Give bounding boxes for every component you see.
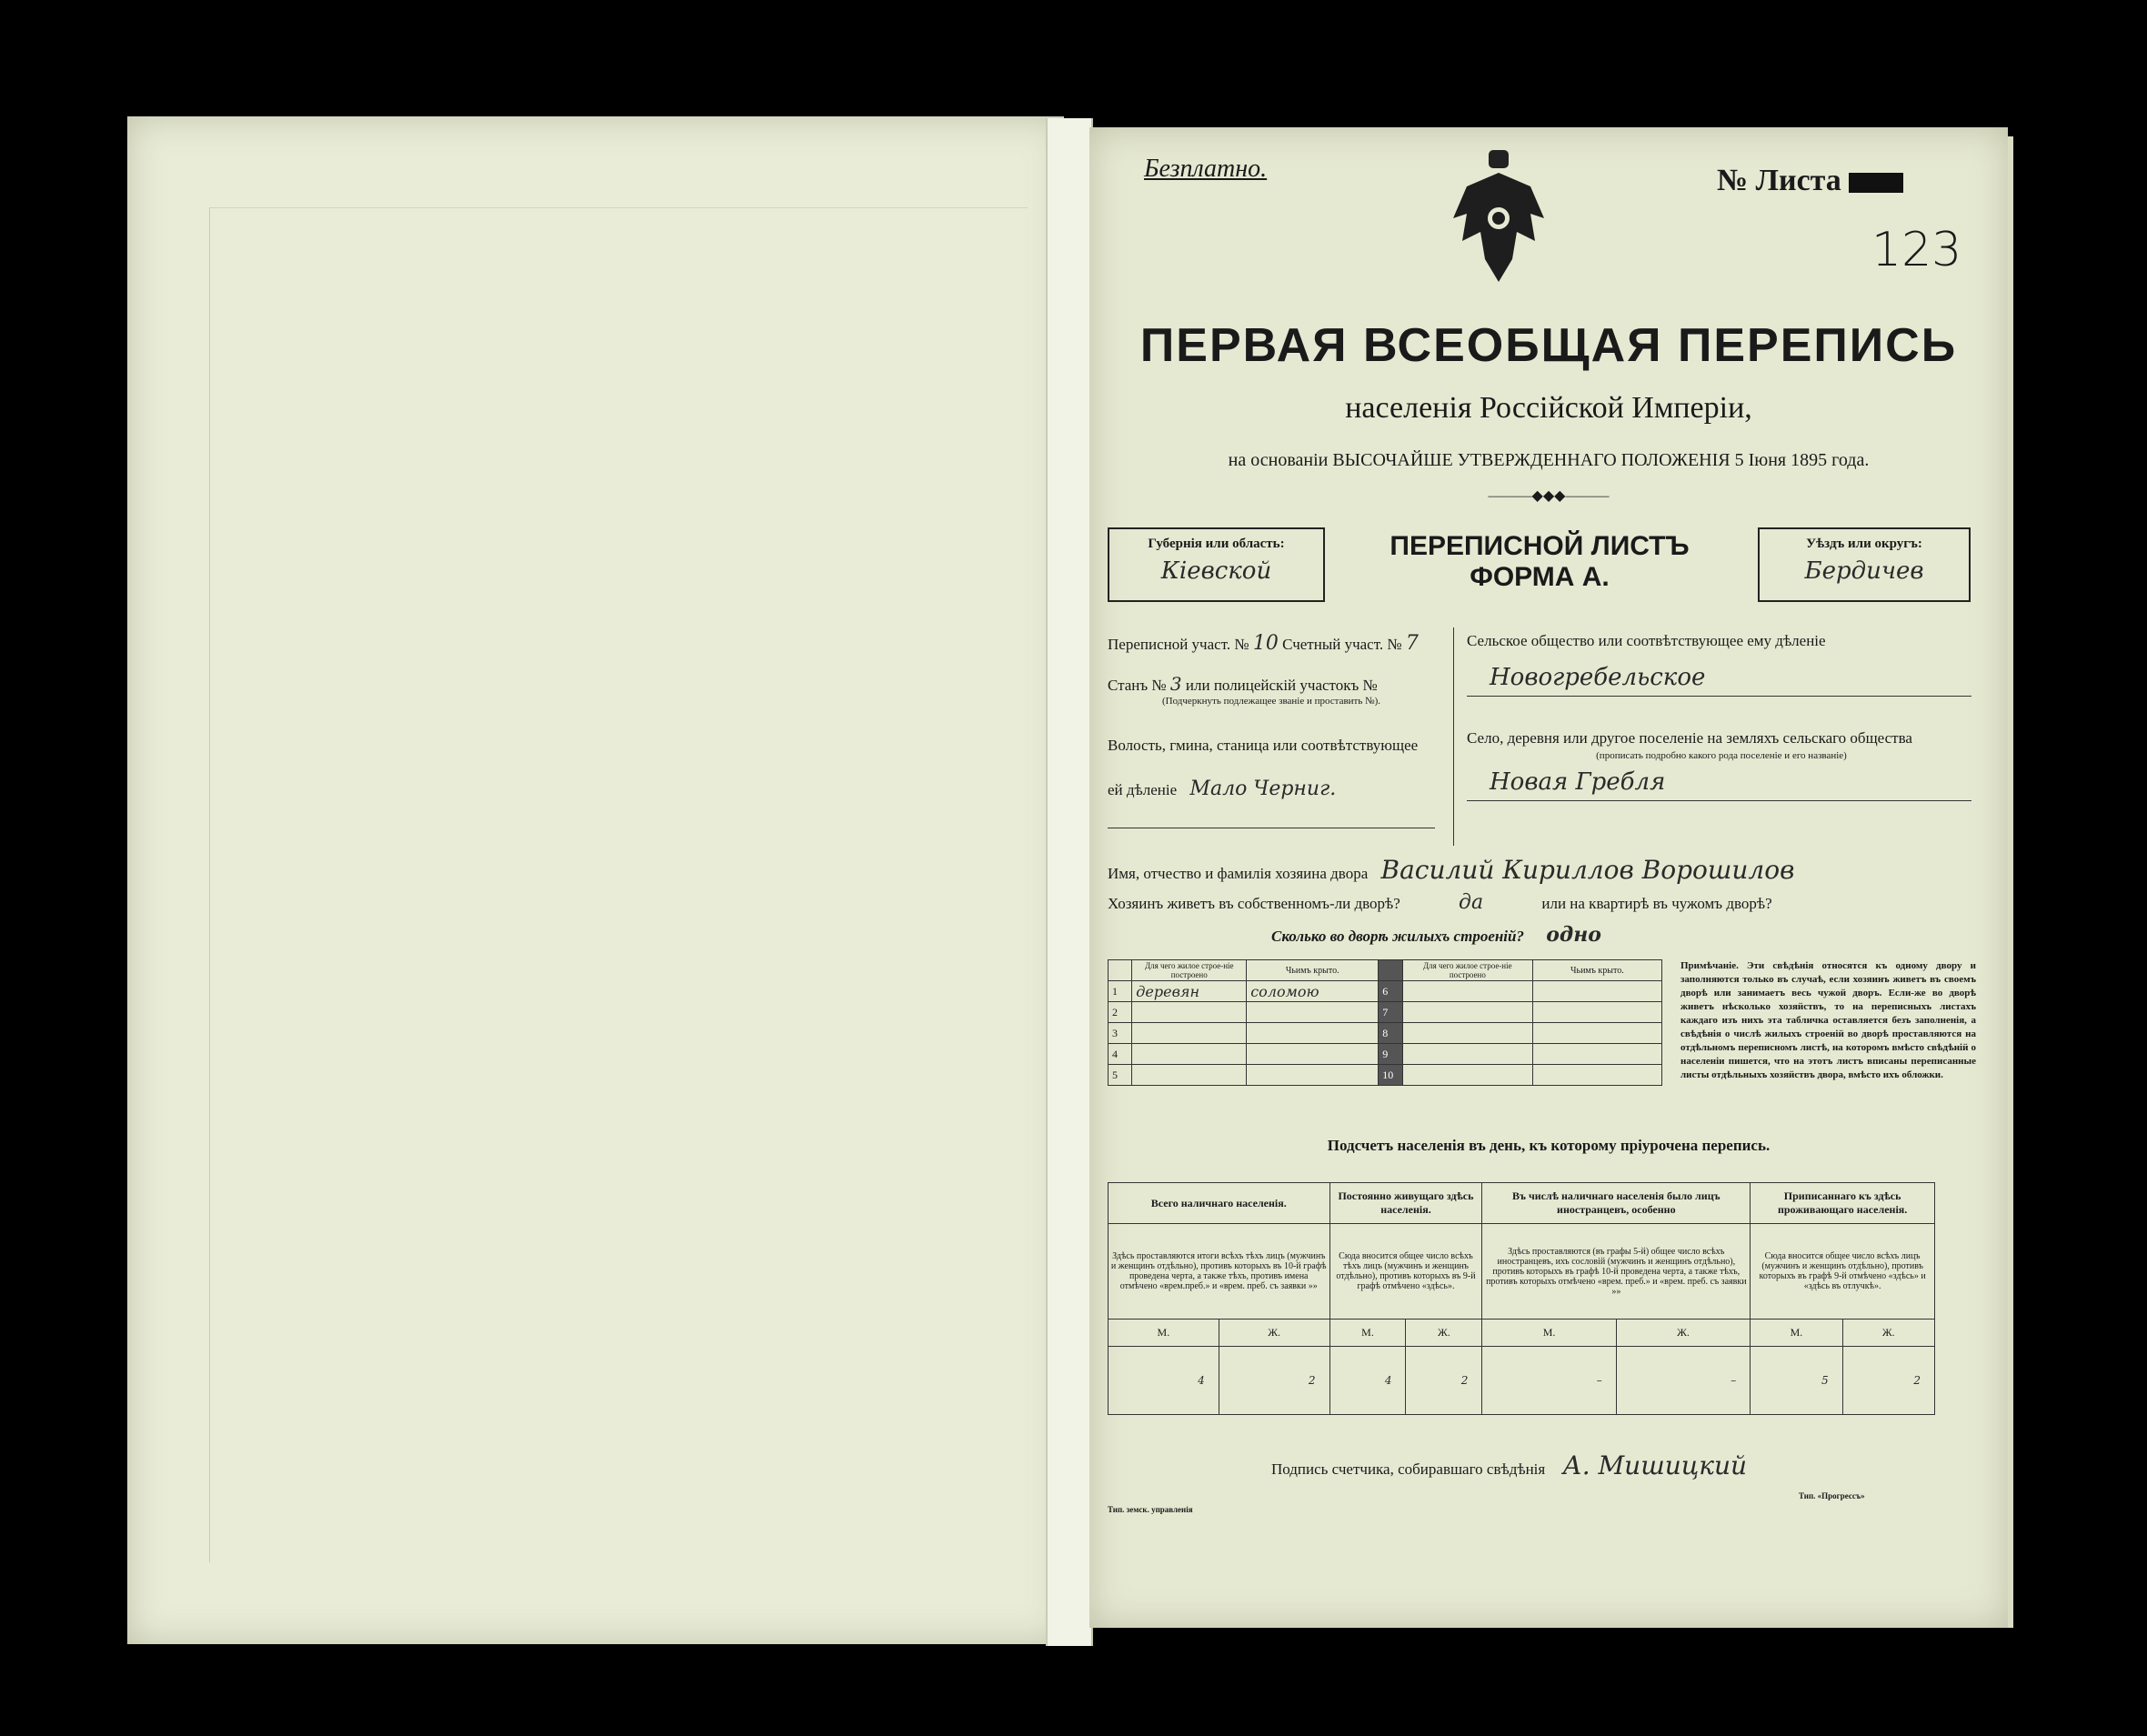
- group-3-male: –: [1482, 1347, 1616, 1415]
- group-2-female: 2: [1406, 1347, 1482, 1415]
- table-row: 4 9: [1109, 1044, 1662, 1065]
- uchastok-label: Переписной участ. №: [1108, 636, 1249, 653]
- m-label: М.: [1329, 1320, 1406, 1347]
- buildings-value: одно: [1546, 923, 1601, 947]
- signature-value: А. Мишицкий: [1562, 1450, 1748, 1480]
- group-3-desc: Здѣсь проставляются (въ графы 5-й) общее число всѣхъ иностранцевъ, ихъ сословій (мужчинъ и женщинъ отдѣльно), противъ которыхъ въ графѣ 10-й проведена черта, а также тѣхъ, противъ которыхъ отмѣчено «врем. преб.» и «врем. преб. съ заявки »»: [1482, 1224, 1751, 1320]
- obshchestvo-label: Сельское общество или соотвѣтствующее ему дѣленіе: [1467, 632, 1826, 649]
- owner-lives-value: да: [1459, 891, 1484, 914]
- gubernia-box: [1108, 527, 1325, 602]
- group-1-male: 4: [1109, 1347, 1219, 1415]
- column-divider: [1453, 627, 1454, 846]
- gubernia-value: Кіевской: [1160, 557, 1272, 585]
- printer-right: Тип. «Прогрессъ»: [1799, 1491, 1865, 1500]
- owner-lives-row: [1108, 891, 1981, 914]
- buildings-col-purpose-2: Для чего жилое строе-ніе построено: [1402, 960, 1532, 981]
- stan-note: (Подчеркнуть подлежащее званіе и проставить №).: [1161, 696, 1381, 707]
- table-row: 3 8: [1109, 1023, 1662, 1044]
- uezd-label: Уѣздъ или округъ:: [1806, 537, 1922, 551]
- group-1-female: 2: [1219, 1347, 1329, 1415]
- owner-lives-rest: или на квартирѣ въ чужомъ дворѣ?: [1541, 895, 1772, 912]
- left-page-margin: [209, 207, 1028, 1562]
- stan-value: 3: [1169, 673, 1182, 695]
- buildings-col-roof-2: Чьимъ крыто.: [1532, 960, 1661, 981]
- population-values-row: [1109, 1347, 1935, 1415]
- uchastok-value: 10: [1252, 632, 1279, 655]
- group-4-female: 2: [1842, 1347, 1934, 1415]
- double-headed-eagle-emblem: [1449, 150, 1549, 282]
- group-4-title: Приписаннаго къ здѣсь проживающаго населенія.: [1751, 1183, 1935, 1224]
- obshchestvo-underline: [1467, 696, 1971, 697]
- m-label: М.: [1482, 1320, 1616, 1347]
- group-4-male: 5: [1751, 1347, 1842, 1415]
- group-4-desc: Сюда вносится общее число всѣхъ лицъ (мужчинъ и женщинъ отдѣльно), противъ которыхъ въ графѣ 9-й отмѣчено «здѣсь» и «здѣсь въ отлучкѣ».: [1751, 1224, 1935, 1320]
- buildings-row: [1271, 923, 1908, 947]
- f-label: Ж.: [1406, 1320, 1482, 1347]
- free-label: Безплатно.: [1144, 155, 1268, 183]
- census-basis: на основаніи ВЫСОЧАЙШЕ УТВЕРЖДЕННАГО ПОЛОЖЕНІЯ 5 Іюня 1895 года.: [1228, 450, 1870, 470]
- form-title: ПЕРЕПИСНОЙ ЛИСТЪ: [1390, 531, 1690, 561]
- redaction-mark: [1849, 173, 1903, 193]
- signature-row: [1271, 1450, 1981, 1480]
- population-heading: Подсчетъ населенія въ день, къ которому пріурочена перепись.: [1327, 1137, 1771, 1154]
- selo-value: Новая Гребля: [1490, 768, 1666, 796]
- stan-label: Станъ №: [1108, 677, 1167, 694]
- sheet-number-value: 123: [1871, 223, 1962, 277]
- census-form-page: [1089, 127, 2008, 1628]
- stan-row: [1108, 673, 1435, 695]
- group-2-male: 4: [1329, 1347, 1406, 1415]
- volost-label-2: ей дѣленіе: [1108, 781, 1178, 798]
- form-subtitle: ФОРМА А.: [1470, 562, 1610, 592]
- form-title-block: [1330, 527, 1749, 600]
- printer-left: Тип. земск. управленія: [1108, 1505, 1193, 1514]
- table-row: 2 7: [1109, 1002, 1662, 1023]
- census-subtitle: населенія Россійской Имперіи,: [1345, 391, 1752, 425]
- census-title: ПЕРВАЯ ВСЕОБЩАЯ ПЕРЕПИСЬ: [1139, 319, 1958, 372]
- buildings-table: [1108, 959, 1662, 1086]
- buildings-label: Сколько во дворѣ жилыхъ строеній?: [1271, 928, 1524, 945]
- uezd-value: Бердичев: [1804, 557, 1924, 585]
- uezd-box: [1758, 527, 1971, 602]
- gubernia-label: Губернія или область:: [1148, 537, 1285, 551]
- group-2-desc: Сюда вносится общее число всѣхъ тѣхъ лицъ (мужчинъ и женщинъ отдѣльно), противъ которыхъ въ 9-й графѣ отмѣчено «здѣсь».: [1329, 1224, 1482, 1320]
- group-3-female: –: [1616, 1347, 1750, 1415]
- selo-underline: [1467, 800, 1971, 801]
- table-row: 5 10: [1109, 1065, 1662, 1086]
- book-spine: [1046, 118, 1093, 1646]
- f-label: Ж.: [1616, 1320, 1750, 1347]
- group-1-desc: Здѣсь проставляются итоги всѣхъ тѣхъ лицъ (мужчинъ и женщинъ отдѣльно), противъ которыхъ въ 10-й графѣ проведена черта, а также тѣхъ, противъ имена отмѣчено «врем.преб.» и «врем. преб. съ заявки »»: [1109, 1224, 1330, 1320]
- obshchestvo-value: Новогребельское: [1490, 664, 1706, 691]
- stan-rest: или полицейскій участокъ №: [1185, 677, 1378, 694]
- left-page: [127, 116, 1064, 1644]
- f-label: Ж.: [1842, 1320, 1934, 1347]
- group-2-title: Постоянно живущаго здѣсь населенія.: [1329, 1183, 1482, 1224]
- owner-name-row: [1108, 855, 1981, 885]
- f-label: Ж.: [1219, 1320, 1329, 1347]
- schet-value: 7: [1405, 632, 1419, 655]
- m-label: М.: [1751, 1320, 1842, 1347]
- owner-lives-label: Хозяинъ живетъ въ собственномъ-ли дворѣ?: [1108, 895, 1400, 912]
- volost-label: Волость, гмина, станица или соотвѣтствующее: [1108, 737, 1419, 754]
- group-1-title: Всего наличнаго населенія.: [1109, 1183, 1330, 1224]
- uchastok-row: [1108, 632, 1435, 655]
- buildings-note: Примѣчаніе. Эти свѣдѣнія относятся къ одному двору и заполняются только въ случаѣ, если хозяинъ живетъ въ своемъ дворѣ или занимаетъ весь чужой дворъ. Если-же во дворѣ живетъ нѣсколько хозяйствъ, то на переписныхъ листахъ каждаго изъ нихъ эта табличка оставляется безъ заполненія, а свѣдѣнія о числѣ жилыхъ строеній во дворѣ проставляются на отдѣльномъ переписномъ листѣ, на которомъ вмѣсто свѣдѣній о населеніи пишется, что на этотъ листъ вписаны переписанные листы отдѣльныхъ хозяйствъ двора, вмѣсто ихъ обложки.: [1680, 960, 1976, 1080]
- owner-name-label: Имя, отчество и фамилія хозяина двора: [1108, 865, 1369, 882]
- buildings-col-purpose: Для чего жилое строе-ніе построено: [1132, 960, 1247, 981]
- population-table: [1108, 1182, 1935, 1415]
- volost-value: Мало Черниг.: [1189, 778, 1337, 800]
- selo-note: (прописать подробно какого рода поселеніе и его названіе): [1596, 750, 1847, 761]
- selo-label: Село, деревня или другое поселеніе на земляхъ сельскаго общества: [1467, 729, 1912, 747]
- sheet-number-label: № Листа: [1717, 164, 1841, 197]
- m-label: М.: [1109, 1320, 1219, 1347]
- owner-name-value: Василий Кириллов Ворошилов: [1380, 855, 1795, 885]
- buildings-col-roof: Чьимъ крыто.: [1247, 960, 1379, 981]
- table-row: 1 деревян соломою 6: [1109, 981, 1662, 1002]
- volost-row: [1108, 778, 1435, 800]
- signature-label: Подпись счетчика, собиравшаго свѣдѣнія: [1271, 1460, 1546, 1478]
- group-3-title: Въ числѣ наличнаго населенія было лицъ иностранцевъ, особенно: [1482, 1183, 1751, 1224]
- schet-label: Счетный участ. №: [1282, 636, 1402, 653]
- ornament-divider: ———◆◆◆———: [1488, 488, 1610, 504]
